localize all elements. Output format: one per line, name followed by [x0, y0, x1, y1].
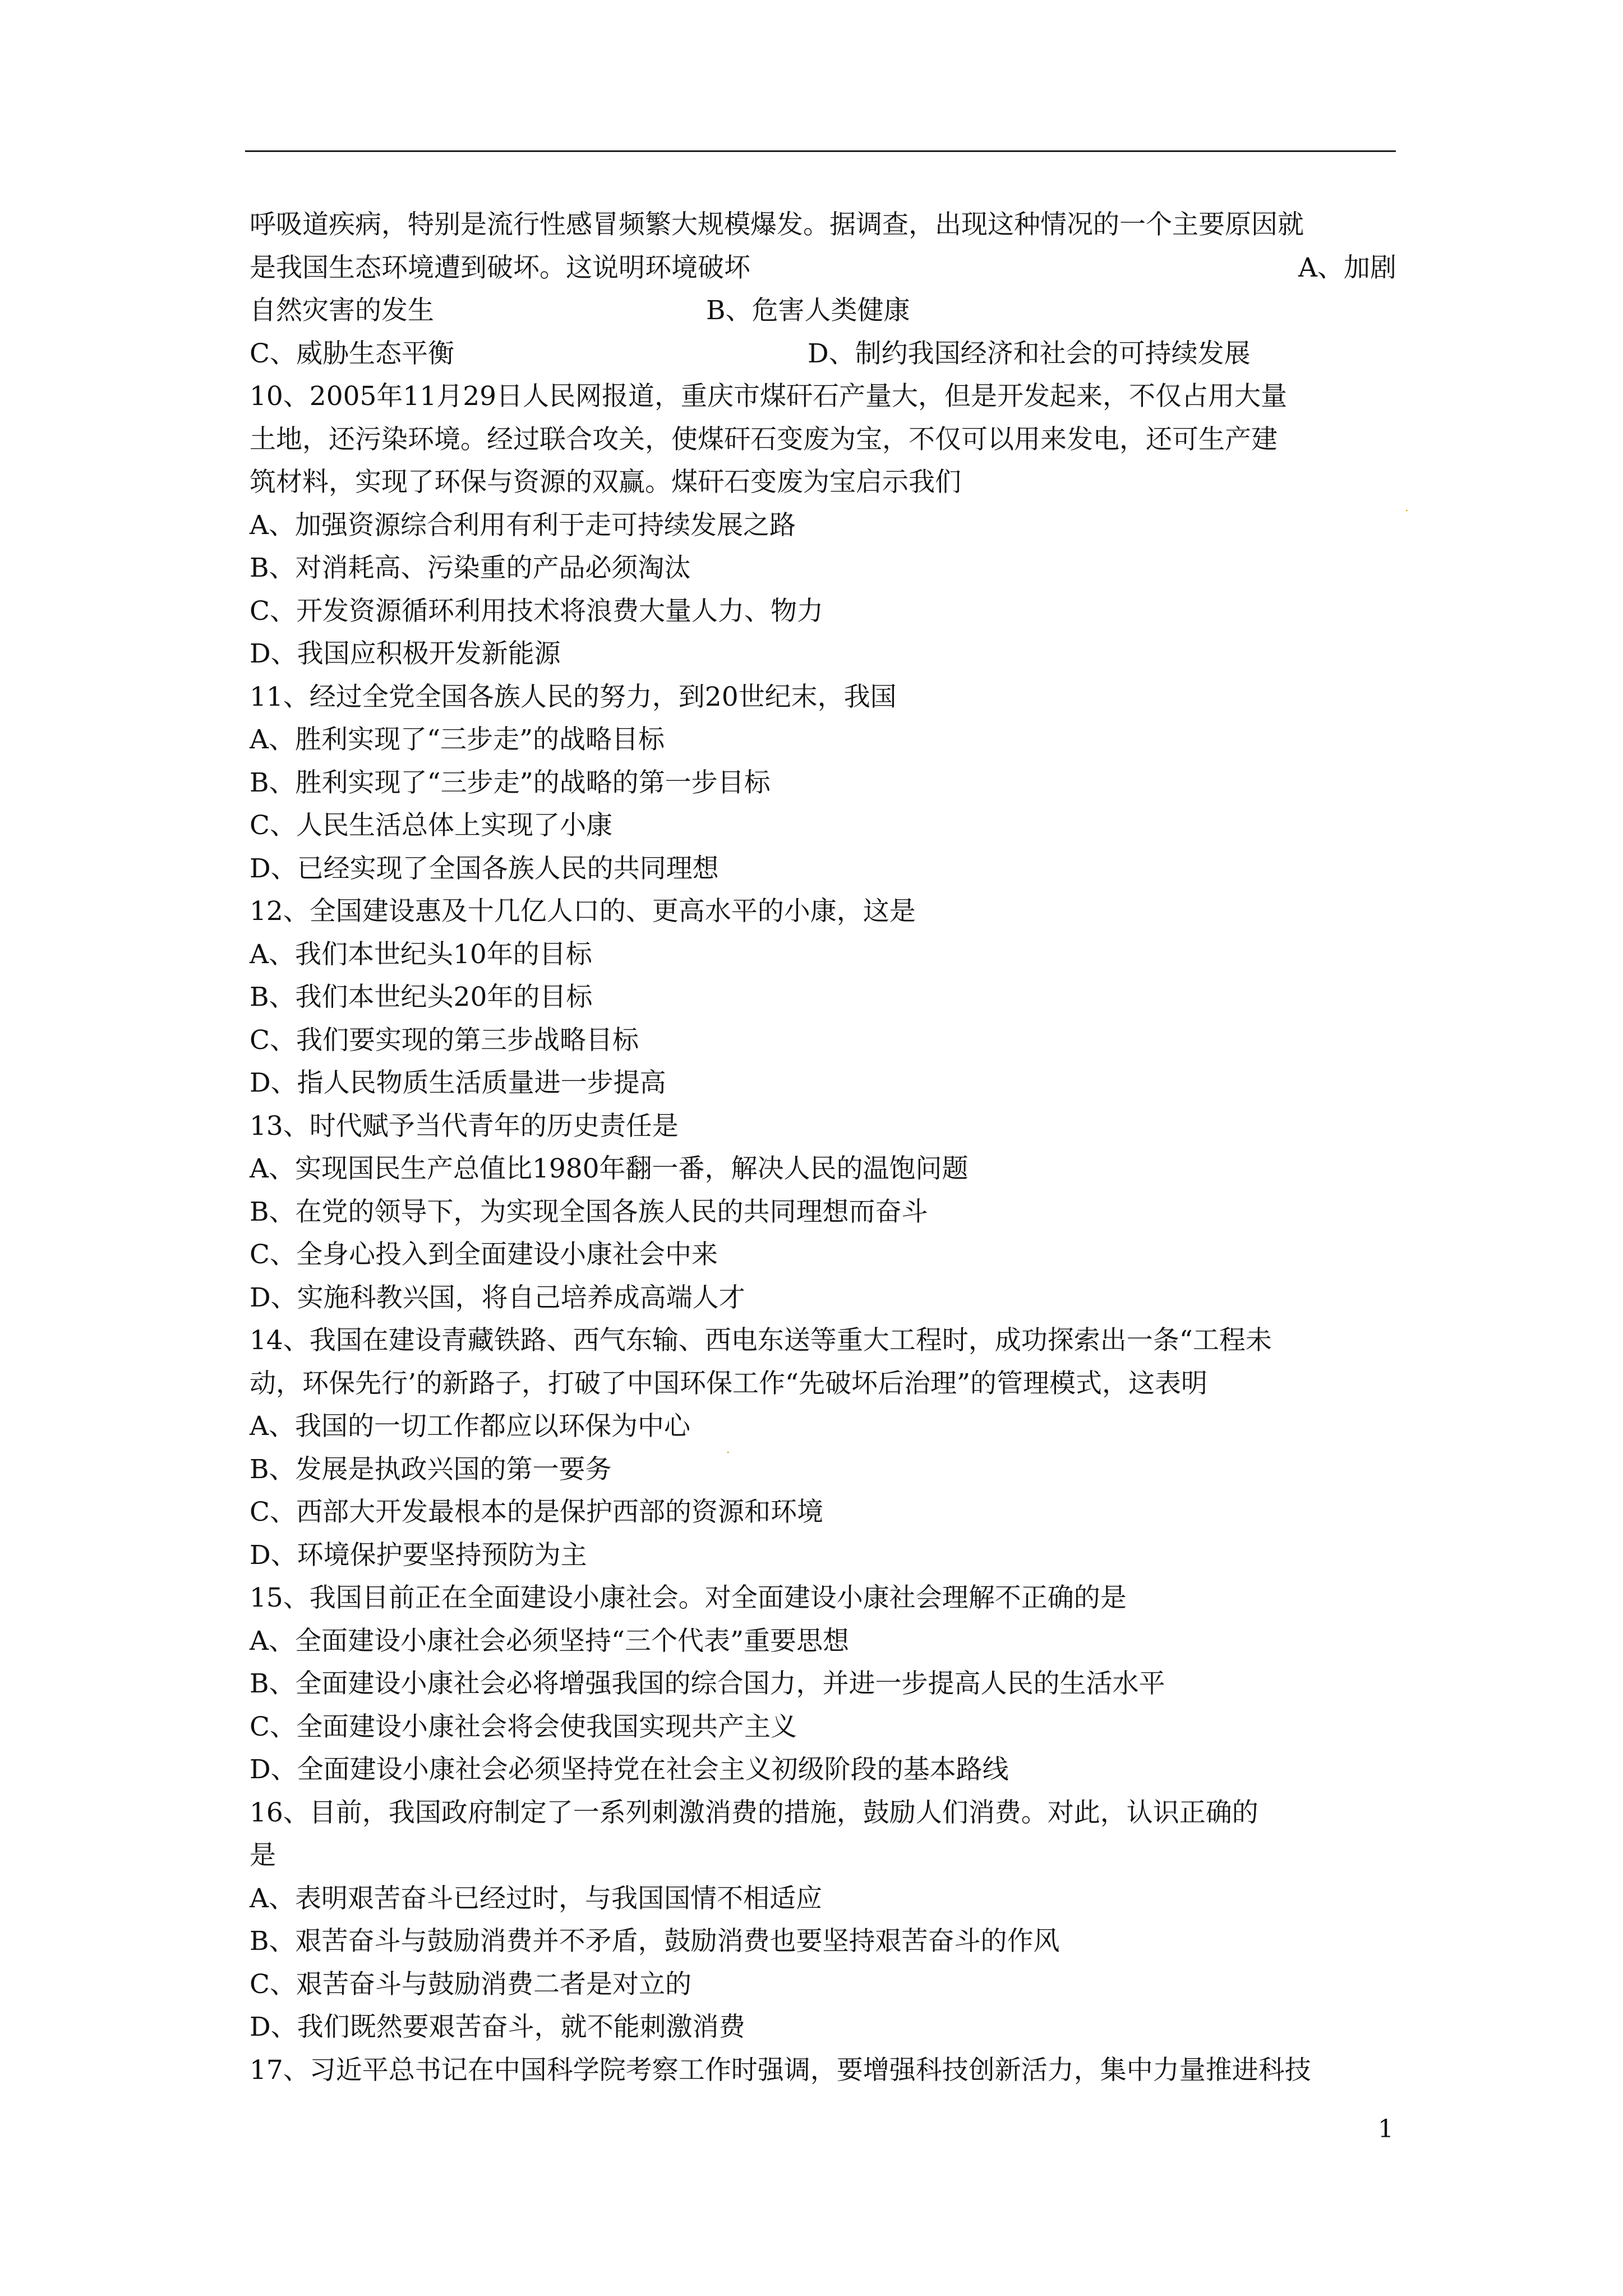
q9-option-b: B、危害人类健康 [706, 295, 910, 326]
q14-option-d: D、环境保护要坚持预防为主 [250, 1539, 587, 1571]
q10-stem-line-1: 10、2005年11月29日人民网报道，重庆市煤矸石产量大，但是开发起来，不仅占用大量 [250, 381, 1288, 412]
q10-option-c: C、开发资源循环利用技术将浪费大量人力、物力 [250, 595, 823, 627]
q16-option-b: B、艰苦奋斗与鼓励消费并不矛盾，鼓励消费也要坚持艰苦奋斗的作风 [250, 1926, 1060, 1957]
q14-stem-line-2: 动，环保先行’的新路子，打破了中国环保工作“先破坏后治理”的管理模式，这表明 [250, 1368, 1207, 1399]
document-body [250, 204, 1409, 2092]
q13-option-c: C、全身心投入到全面建设小康社会中来 [250, 1239, 718, 1270]
stray-dot-mark: . [1405, 500, 1409, 514]
q9-stem-line-1: 呼吸道疾病，特别是流行性感冒频繁大规模爆发。据调查，出现这种情况的一个主要原因就 [250, 209, 1304, 240]
q11-option-b: B、胜利实现了“三步走”的战略的第一步目标 [250, 767, 771, 798]
q15-stem: 15、我国目前正在全面建设小康社会。对全面建设小康社会理解不正确的是 [250, 1582, 1127, 1613]
q16-option-c: C、艰苦奋斗与鼓励消费二者是对立的 [250, 1968, 691, 2000]
q11-option-c: C、人民生活总体上实现了小康 [250, 810, 612, 841]
q15-option-b: B、全面建设小康社会必将增强我国的综合国力，并进一步提高人民的生活水平 [250, 1668, 1165, 1699]
q11-stem: 11、经过全党全国各族人民的努力，到20世纪末，我国 [250, 681, 897, 712]
q16-option-a: A、表明艰苦奋斗已经过时，与我国国情不相适应 [250, 1883, 822, 1914]
q17-stem: 17、习近平总书记在中国科学院考察工作时强调，要增强科技创新活力，集中力量推进科技 [250, 2054, 1311, 2086]
q12-option-c: C、我们要实现的第三步战略目标 [250, 1024, 639, 1056]
q12-stem: 12、全国建设惠及十几亿人口的、更高水平的小康，这是 [250, 896, 916, 927]
q10-stem-line-3 [250, 461, 1409, 514]
q9-option-a-part1: A、加剧 [1298, 252, 1396, 283]
q13-option-a: A、实现国民生产总值比1980年翻一番，解决人民的温饱问题 [250, 1153, 969, 1184]
q14-stem-line-1: 14、我国在建设青藏铁路、西气东输、西电东送等重大工程时，成功探索出一条“工程未 [250, 1325, 1272, 1356]
q9-option-a-part2: 自然灾害的发生 [250, 295, 434, 326]
q15-option-d: D、全面建设小康社会必须坚持党在社会主义初级阶段的基本路线 [250, 1754, 1009, 1785]
q10-option-a: A、加强资源综合利用有利于走可持续发展之路 [250, 509, 796, 541]
q10-option-d: D、我国应积极开发新能源 [250, 638, 561, 669]
q16-option-d: D、我们既然要艰苦奋斗，就不能刺激消费 [250, 2012, 745, 2042]
q10-option-b: B、对消耗高、污染重的产品必须淘汰 [250, 553, 691, 583]
q16-stem-line-1: 16、目前，我国政府制定了一系列刺激消费的措施，鼓励人们消费。对此，认识正确的 [250, 1797, 1258, 1828]
q15-option-a: A、全面建设小康社会必须坚持“三个代表”重要思想 [250, 1625, 849, 1657]
page-number: 1 [1378, 2115, 1394, 2143]
q12-option-b: B、我们本世纪头20年的目标 [250, 982, 593, 1013]
header-rule [245, 150, 1396, 152]
q14-option-c: C、西部大开发最根本的是保护西部的资源和环境 [250, 1497, 823, 1527]
q9-options-line-1 [250, 289, 1396, 333]
q10-stem-text: 筑材料，实现了环保与资源的双赢。煤矸石变废为宝启示我们 [250, 467, 961, 498]
q13-option-d: D、实施科教兴国，将自己培养成高端人才 [250, 1282, 745, 1313]
q9-options-line-2 [250, 333, 1396, 376]
q13-stem: 13、时代赋予当代青年的历史责任是 [250, 1110, 679, 1142]
q9-stem-text: 是我国生态环境遭到破坏。这说明环境破坏 [250, 252, 750, 283]
q12-option-a: A、我们本世纪头10年的目标 [250, 938, 592, 970]
q14-option-a: A、我国的一切工作都应以环保为中心 [250, 1411, 690, 1442]
q11-option-d: D、已经实现了全国各族人民的共同理想 [250, 853, 719, 884]
q15-option-c: C、全面建设小康社会将会使我国实现共产主义 [250, 1711, 797, 1742]
q14-option-a-line [250, 1405, 1396, 1456]
q9-option-d: D、制约我国经济和社会的可持续发展 [808, 338, 1251, 369]
q9-option-c: C、威胁生态平衡 [250, 338, 454, 369]
q11-option-a: A、胜利实现了“三步走”的战略目标 [250, 724, 665, 755]
q13-option-b: B、在党的领导下，为实现全国各族人民的共同理想而奋斗 [250, 1196, 928, 1227]
q9-stem-line-2 [250, 247, 1396, 290]
stray-dot-mark: . [726, 1442, 730, 1456]
q12-option-d: D、指人民物质生活质量进一步提高 [250, 1068, 666, 1098]
q14-option-b: B、发展是执政兴国的第一要务 [250, 1453, 612, 1485]
q10-stem-line-2: 土地，还污染环境。经过联合攻关，使煤矸石变废为宝，不仅可以用来发电，还可生产建 [250, 424, 1278, 455]
q16-stem-line-2: 是 [250, 1840, 276, 1871]
